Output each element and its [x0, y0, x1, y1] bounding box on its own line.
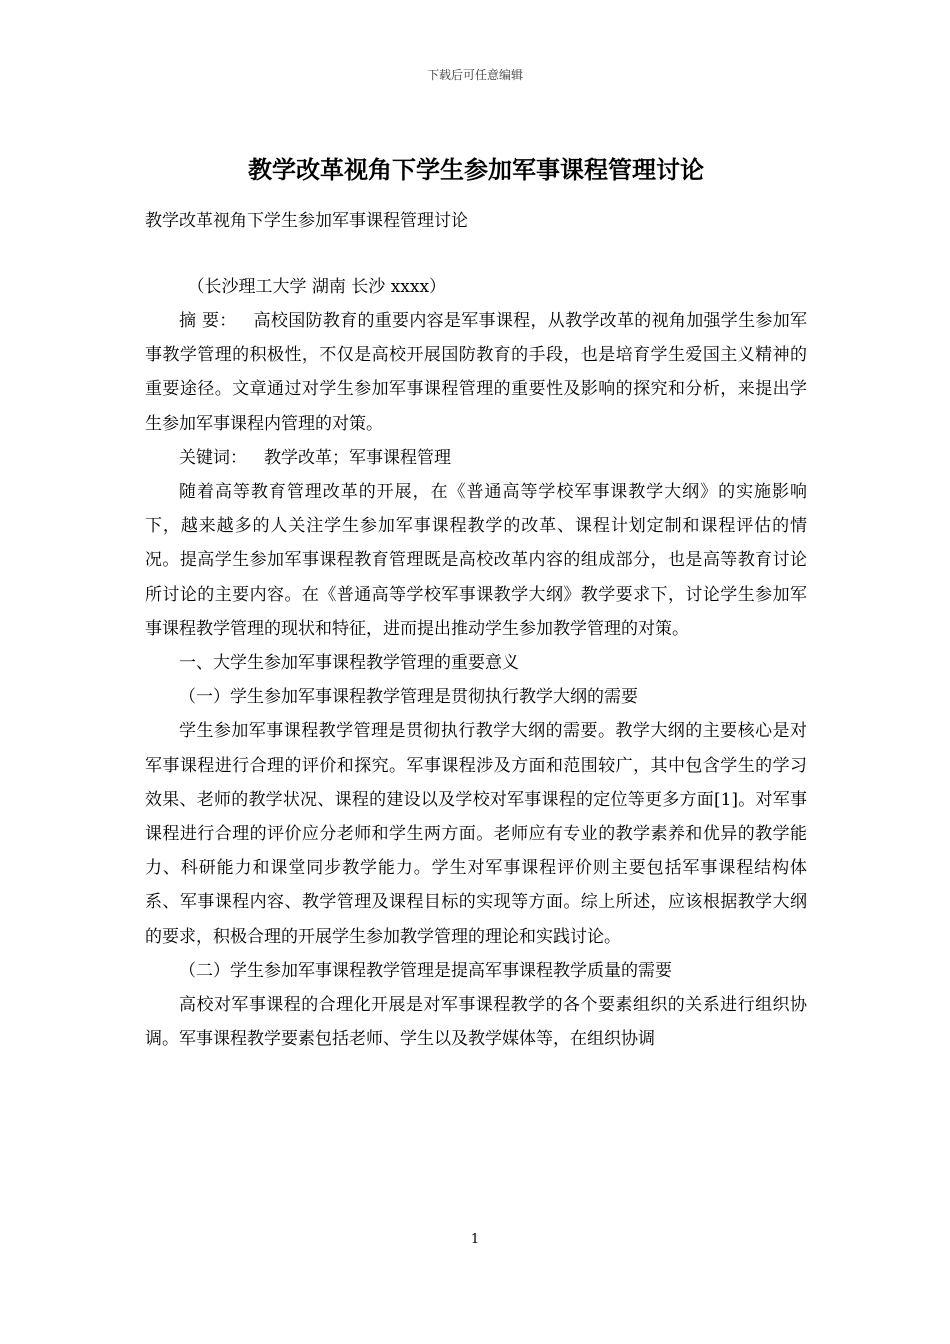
- body-paragraph-1: 学生参加军事课程教学管理是贯彻执行教学大纲的需要。教学大纲的主要核心是对军事课程进行合理的评价和探究。军事课程涉及方面和范围较广，其中包含学生的学习效果、老师的教学状况、课程的建设以及学校对军事课程的定位等更多方面[1]。对军事课程进行合理的评价应分老师和学生两方面。老师应有专业的教学素养和优异的教学能力、科研能力和课堂同步教学能力。学生对军事课程评价则主要包括军事课程结构体系、军事课程内容、教学管理及课程目标的实现等方面。综上所述，应该根据教学大纲的要求，积极合理的开展学生参加教学管理的理论和实践讨论。: [145, 721, 807, 947]
- page-number: 1: [470, 1232, 480, 1247]
- section-heading-1: 一、大学生参加军事课程教学管理的重要意义: [179, 653, 519, 674]
- document-body: [145, 150, 807, 1056]
- keywords-label: 关键词：: [179, 447, 247, 468]
- subsection-heading-1: （一）学生参加军事课程教学管理是贯彻执行教学大纲的需要: [179, 687, 638, 708]
- body-paragraph-2: 高校对军事课程的合理化开展是对军事课程教学的各个要素组织的关系进行组织协调。军事课程教学要素包括老师、学生以及教学媒体等，在组织协调: [145, 995, 807, 1050]
- abstract-paragraph: [145, 304, 807, 441]
- page-header-note: 下载后可任意编辑: [426, 68, 523, 82]
- abstract-text: 高校国防教育的重要内容是军事课程，从教学改革的视角加强学生参加军事教学管理的积极性，不仅是高校开展国防教育的手段，也是培育学生爱国主义精神的重要途径。文章通过对学生参加军事课程管理的重要性及影响的探究和分析，来提出学生参加军事课程内管理的对策。: [145, 311, 808, 434]
- affiliation: （长沙理工大学 湖南 长沙 xxxx）: [187, 277, 447, 297]
- document-subtitle: 教学改革视角下学生参加军事课程管理讨论: [145, 211, 468, 231]
- intro-paragraph: 随着高等教育管理改革的开展，在《普通高等学校军事课教学大纲》的实施影响下，越来越多的人关注学生参加军事课程教学的改革、课程计划定制和课程评估的情况。提高学生参加军事课程教育管理既是高校改革内容的组成部分，也是高等教育讨论所讨论的主要内容。在《普通高等学校军事课教学大纲》教学要求下，讨论学生参加军事课程教学管理的现状和特征，进而提出推动学生参加教学管理的对策。: [145, 482, 807, 639]
- abstract-label: 摘 要：: [179, 311, 237, 331]
- subsection-heading-2: （二）学生参加军事课程教学管理是提高军事课程教学质量的需要: [179, 960, 672, 981]
- document-title: 教学改革视角下学生参加军事课程管理讨论: [248, 156, 704, 184]
- keywords-paragraph: [145, 441, 807, 475]
- keywords-text: 教学改革；军事课程管理: [264, 447, 451, 468]
